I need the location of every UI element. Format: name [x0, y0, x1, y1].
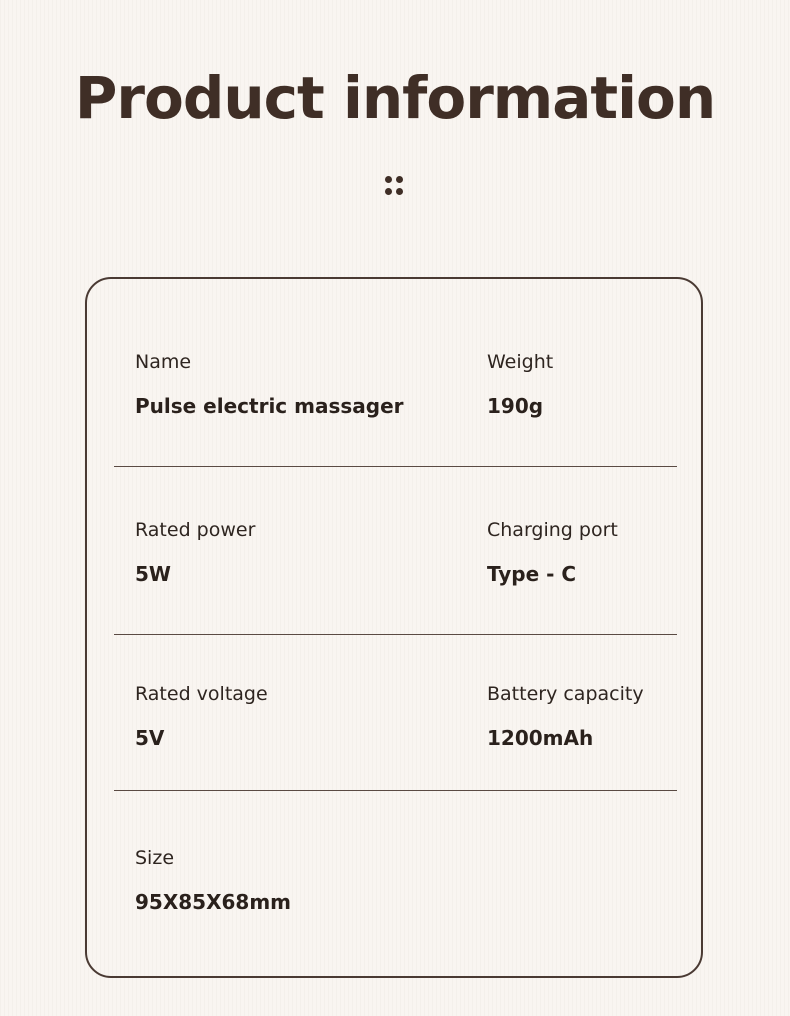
- spec-label-size: Size: [135, 847, 175, 869]
- row-divider: [114, 790, 677, 791]
- spec-label-weight: Weight: [487, 351, 554, 373]
- spec-label-name: Name: [135, 351, 192, 373]
- spec-label-rated-voltage: Rated voltage: [135, 683, 268, 705]
- spec-value-size: 95X85X68mm: [135, 890, 292, 914]
- row-divider: [114, 466, 677, 467]
- spec-value-name: Pulse electric massager: [135, 394, 404, 418]
- page-title: Product information: [74, 64, 716, 132]
- spec-label-rated-power: Rated power: [135, 519, 256, 541]
- four-dots-icon: [384, 175, 406, 197]
- spec-value-battery-capacity: 1200mAh: [487, 726, 594, 750]
- spec-label-charging-port: Charging port: [487, 519, 618, 541]
- spec-value-rated-power: 5W: [135, 562, 171, 586]
- spec-value-weight: 190g: [487, 394, 544, 418]
- spec-label-battery-capacity: Battery capacity: [487, 683, 644, 705]
- spec-card: [85, 277, 703, 978]
- row-divider: [114, 634, 677, 635]
- spec-value-charging-port: Type - C: [487, 562, 577, 586]
- spec-value-rated-voltage: 5V: [135, 726, 165, 750]
